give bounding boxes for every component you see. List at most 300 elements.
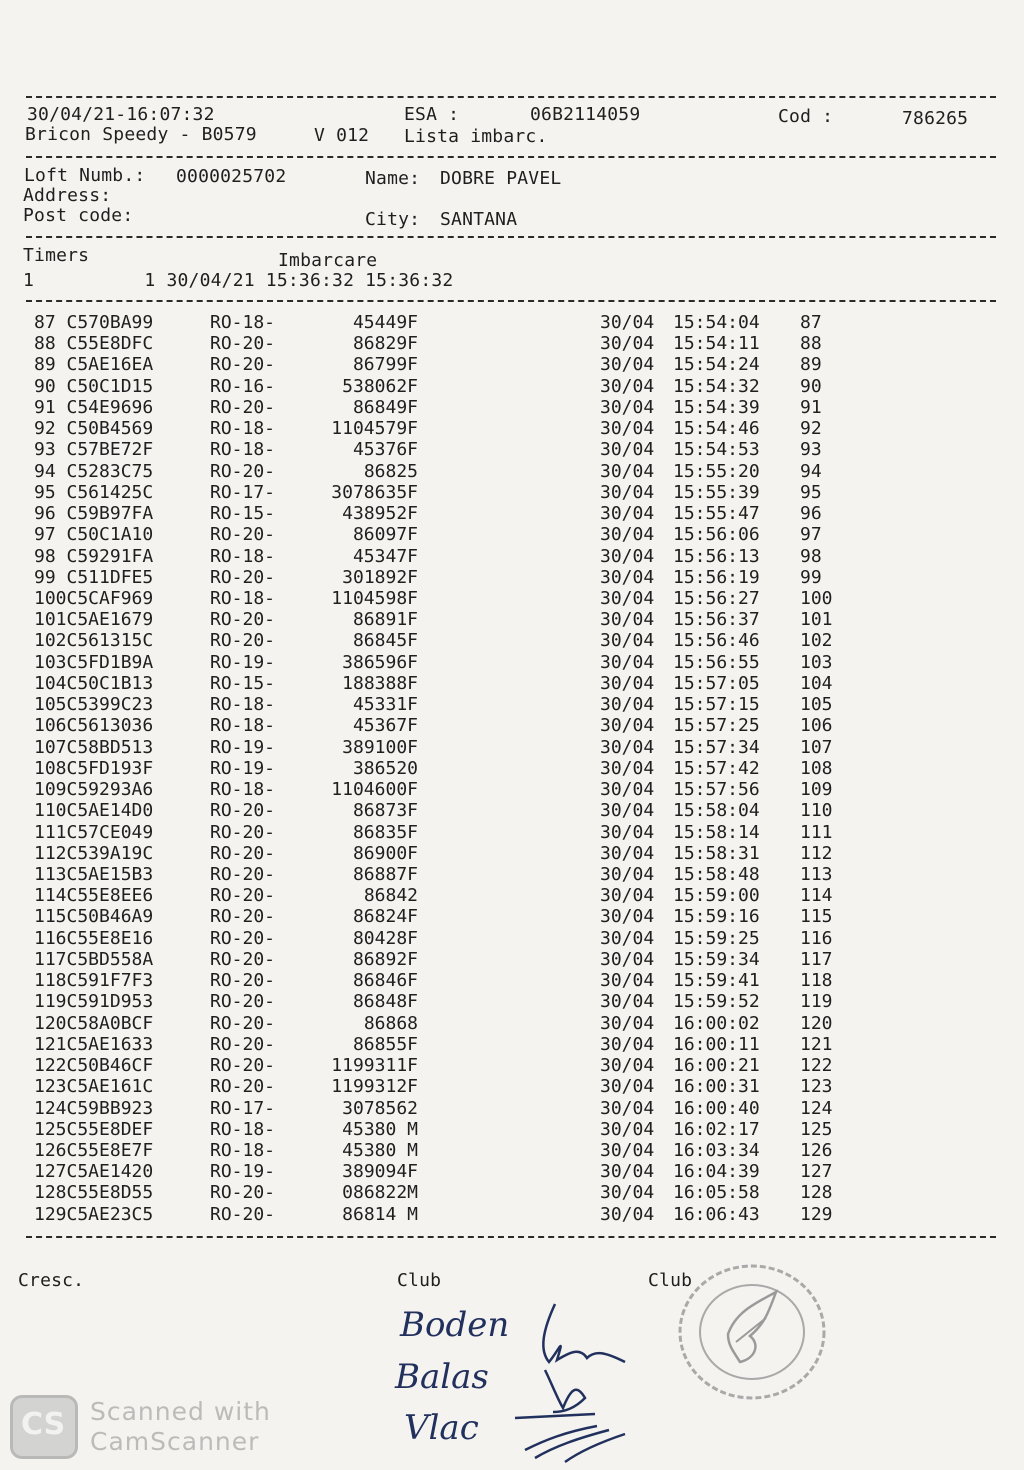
arrival-position: 92 [800,418,822,440]
arrival-date: 30/04 [600,481,655,503]
entry-index-code: 124C59BB923 [34,1097,154,1119]
entry-index-code: 93 C57BE72F [34,439,154,461]
entry-index-code: 120C58A0BCF [34,1012,154,1034]
entry-index-code: 102C561315C [34,630,154,652]
country-year-code: RO-18- [210,439,276,461]
arrival-time: 16:00:31 [673,1076,760,1098]
divider-line [26,300,996,302]
country-year-code: RO-20- [210,396,276,418]
country-year-code: RO-20- [210,1182,276,1204]
divider-line [26,96,996,98]
arrival-position: 102 [800,630,833,652]
entry-index-code: 129C5AE23C5 [34,1203,154,1225]
arrival-date: 30/04 [600,460,655,482]
table-row [0,715,1024,736]
arrival-time: 15:54:24 [673,354,760,376]
country-year-code: RO-20- [210,354,276,376]
entry-index-code: 109C59293A6 [34,779,154,801]
table-row [0,822,1024,843]
table-row [0,694,1024,715]
arrival-date: 30/04 [600,396,655,418]
arrival-position: 129 [800,1203,833,1225]
ring-number: 86900F [352,842,418,864]
ring-number: 86845F [352,630,418,652]
imbarcare-label: Imbarcare [278,250,378,271]
ring-number: 80428F [352,927,418,949]
arrival-time: 15:55:47 [673,503,760,525]
name-value: DOBRE PAVEL [440,168,562,189]
entry-index-code: 96 C59B97FA [34,503,154,525]
arrival-date: 30/04 [600,587,655,609]
arrival-time: 15:54:04 [673,312,760,333]
arrival-time: 15:57:25 [673,715,760,737]
ring-number: 086822M [342,1182,418,1204]
arrival-position: 109 [800,779,833,801]
table-row [0,652,1024,673]
country-year-code: RO-20- [210,1076,276,1098]
divider-line [26,236,996,238]
arrival-date: 30/04 [600,566,655,588]
table-row [0,588,1024,609]
country-year-code: RO-20- [210,906,276,928]
arrival-position: 125 [800,1118,833,1140]
table-row [0,758,1024,779]
arrival-time: 15:55:39 [673,481,760,503]
table-row [0,439,1024,460]
name-label: Name: [365,168,421,189]
arrival-date: 30/04 [600,821,655,843]
esa-label: ESA : [404,104,460,125]
arrival-position: 106 [800,715,833,737]
table-row [0,630,1024,651]
arrival-position: 103 [800,651,833,673]
entry-index-code: 90 C50C1D15 [34,375,154,397]
signature-scribbles [505,1290,655,1470]
table-row [0,949,1024,970]
arrival-date: 30/04 [600,1012,655,1034]
postcode-label: Post code: [23,205,134,226]
ring-number: 45376F [352,439,418,461]
list-name: Lista imbarc. [404,126,548,147]
scanner-watermark [10,1393,280,1459]
ring-number: 45449F [352,312,418,333]
country-year-code: RO-20- [210,1055,276,1077]
country-year-code: RO-20- [210,609,276,631]
table-row [0,418,1024,439]
entry-index-code: 111C57CE049 [34,821,154,843]
country-year-code: RO-20- [210,863,276,885]
arrival-position: 88 [800,333,822,355]
entry-index-code: 126C55E8E7F [34,1139,154,1161]
table-row [0,567,1024,588]
address-label: Address: [23,185,112,206]
arrival-time: 15:58:04 [673,800,760,822]
table-row [0,928,1024,949]
arrival-position: 87 [800,312,822,333]
country-year-code: RO-18- [210,1118,276,1140]
country-year-code: RO-20- [210,885,276,907]
ring-number: 301892F [342,566,418,588]
entry-index-code: 89 C5AE16EA [34,354,154,376]
arrival-date: 30/04 [600,736,655,758]
arrival-time: 15:57:56 [673,779,760,801]
entry-index-code: 125C55E8DEF [34,1118,154,1140]
arrival-position: 123 [800,1076,833,1098]
arrival-time: 15:58:14 [673,821,760,843]
arrival-position: 115 [800,906,833,928]
table-row [0,1119,1024,1140]
entry-index-code: 88 C55E8DFC [34,333,154,355]
arrival-date: 30/04 [600,354,655,376]
entry-index-code: 121C5AE1633 [34,1033,154,1055]
arrival-position: 105 [800,694,833,716]
arrival-position: 114 [800,885,833,907]
table-row [0,1182,1024,1203]
timer-row: 1 1 30/04/21 15:36:32 15:36:32 [23,270,454,291]
arrival-position: 118 [800,970,833,992]
arrival-time: 15:54:32 [673,375,760,397]
arrival-date: 30/04 [600,1076,655,1098]
arrival-time: 16:05:58 [673,1182,760,1204]
arrival-position: 120 [800,1012,833,1034]
table-row [0,461,1024,482]
ring-number: 86829F [352,333,418,355]
country-year-code: RO-17- [210,1097,276,1119]
arrival-time: 15:59:52 [673,991,760,1013]
arrival-date: 30/04 [600,333,655,355]
country-year-code: RO-20- [210,1203,276,1225]
country-year-code: RO-20- [210,460,276,482]
table-row [0,503,1024,524]
arrival-time: 15:57:15 [673,694,760,716]
country-year-code: RO-18- [210,587,276,609]
arrival-position: 97 [800,524,822,546]
arrival-date: 30/04 [600,503,655,525]
arrival-time: 15:59:00 [673,885,760,907]
table-row [0,737,1024,758]
arrival-date: 30/04 [600,439,655,461]
arrival-date: 30/04 [600,948,655,970]
arrival-position: 98 [800,545,822,567]
entry-index-code: 115C50B46A9 [34,906,154,928]
arrival-position: 110 [800,800,833,822]
ring-number: 1104600F [331,779,418,801]
table-row [0,1013,1024,1034]
watermark-line: CamScanner [90,1427,260,1456]
table-row [0,482,1024,503]
arrival-time: 15:58:31 [673,842,760,864]
table-row [0,312,1024,333]
arrival-position: 93 [800,439,822,461]
arrival-time: 15:54:46 [673,418,760,440]
ring-number: 386596F [342,651,418,673]
divider-line [26,1236,996,1238]
country-year-code: RO-15- [210,672,276,694]
city-value: SANTANA [440,209,518,230]
country-year-code: RO-16- [210,375,276,397]
arrival-position: 119 [800,991,833,1013]
table-row [0,991,1024,1012]
country-year-code: RO-20- [210,1012,276,1034]
ring-number: 438952F [342,503,418,525]
arrival-time: 16:00:40 [673,1097,760,1119]
entry-index-code: 108C5FD193F [34,757,154,779]
entry-index-code: 106C5613036 [34,715,154,737]
arrival-position: 108 [800,757,833,779]
table-row [0,1076,1024,1097]
entry-index-code: 94 C5283C75 [34,460,154,482]
entry-index-code: 91 C54E9696 [34,396,154,418]
ring-number: 86846F [352,970,418,992]
arrival-date: 30/04 [600,672,655,694]
country-year-code: RO-18- [210,545,276,567]
arrival-time: 16:00:11 [673,1033,760,1055]
arrival-time: 15:56:13 [673,545,760,567]
arrival-date: 30/04 [600,863,655,885]
arrival-date: 30/04 [600,800,655,822]
table-row [0,843,1024,864]
ring-number: 86824F [352,906,418,928]
city-label: City: [365,209,421,230]
table-row [0,354,1024,375]
table-row [0,800,1024,821]
ring-number: 45331F [352,694,418,716]
entry-index-code: 118C591F7F3 [34,970,154,992]
entry-index-code: 113C5AE15B3 [34,863,154,885]
arrival-time: 15:54:39 [673,396,760,418]
watermark-line: Scanned with [90,1397,271,1426]
table-row [0,885,1024,906]
ring-number: 389100F [342,736,418,758]
entry-index-code: 128C55E8D55 [34,1182,154,1204]
ring-number: 86799F [352,354,418,376]
arrival-date: 30/04 [600,779,655,801]
arrival-position: 126 [800,1139,833,1161]
entry-index-code: 116C55E8E16 [34,927,154,949]
arrival-time: 15:54:53 [673,439,760,461]
arrival-time: 15:59:16 [673,906,760,928]
table-row [0,970,1024,991]
arrival-position: 121 [800,1033,833,1055]
country-year-code: RO-17- [210,481,276,503]
country-year-code: RO-20- [210,524,276,546]
entry-index-code: 87 C570BA99 [34,312,154,333]
ring-number: 1199312F [331,1076,418,1098]
entry-index-code: 98 C59291FA [34,545,154,567]
club-name: Bricon Speedy - B0579 [25,124,257,145]
entry-index-code: 103C5FD1B9A [34,651,154,673]
cresc-label: Cresc. [18,1270,85,1291]
arrival-date: 30/04 [600,1118,655,1140]
ring-number: 386520 [352,757,418,779]
arrival-time: 15:56:46 [673,630,760,652]
arrival-date: 30/04 [600,312,655,333]
country-year-code: RO-20- [210,333,276,355]
arrival-date: 30/04 [600,927,655,949]
entry-index-code: 107C58BD513 [34,736,154,758]
country-year-code: RO-18- [210,1139,276,1161]
ring-number: 1104579F [331,418,418,440]
country-year-code: RO-20- [210,842,276,864]
ring-number: 45347F [352,545,418,567]
ring-number: 86892F [352,948,418,970]
ring-number: 86842 [363,885,418,907]
country-year-code: RO-20- [210,970,276,992]
arrival-date: 30/04 [600,715,655,737]
ring-number: 86855F [352,1033,418,1055]
club-stamp-icon [676,1262,830,1404]
arrival-time: 15:57:34 [673,736,760,758]
country-year-code: RO-20- [210,821,276,843]
arrival-position: 116 [800,927,833,949]
arrival-date: 30/04 [600,757,655,779]
arrival-position: 122 [800,1055,833,1077]
entry-index-code: 110C5AE14D0 [34,800,154,822]
country-year-code: RO-19- [210,651,276,673]
arrival-time: 15:56:19 [673,566,760,588]
arrival-date: 30/04 [600,1097,655,1119]
esa-value: 06B2114059 [530,104,641,125]
signature-name: Boden [400,1305,510,1345]
table-row [0,864,1024,885]
arrival-position: 111 [800,821,833,843]
table-row [0,1034,1024,1055]
arrival-date: 30/04 [600,375,655,397]
arrival-date: 30/04 [600,970,655,992]
arrival-date: 30/04 [600,651,655,673]
entry-index-code: 122C50B46CF [34,1055,154,1077]
arrival-date: 30/04 [600,609,655,631]
entry-index-code: 95 C561425C [34,481,154,503]
table-row [0,1161,1024,1182]
signature-name: Vlac [404,1408,479,1448]
arrival-position: 91 [800,396,822,418]
arrival-time: 15:56:55 [673,651,760,673]
arrival-time: 15:56:27 [673,587,760,609]
ring-number: 86825 [363,460,418,482]
cod-label: Cod : [778,106,834,127]
ring-number: 86814 M [342,1203,418,1225]
club-label: Club [648,1270,693,1291]
arrival-date: 30/04 [600,842,655,864]
ring-number: 86891F [352,609,418,631]
arrival-position: 95 [800,481,822,503]
ring-number: 86868 [363,1012,418,1034]
arrival-date: 30/04 [600,906,655,928]
country-year-code: RO-18- [210,715,276,737]
arrival-time: 16:06:43 [673,1203,760,1225]
club-label: Club [397,1270,442,1291]
version-label: V 012 [314,125,370,146]
entry-index-code: 127C5AE1420 [34,1161,154,1183]
arrival-date: 30/04 [600,991,655,1013]
country-year-code: RO-15- [210,503,276,525]
ring-number: 86835F [352,821,418,843]
divider-line [26,156,996,158]
arrival-position: 89 [800,354,822,376]
ring-number: 86097F [352,524,418,546]
timers-label: Timers [23,245,90,266]
arrival-date: 30/04 [600,885,655,907]
ring-number: 389094F [342,1161,418,1183]
table-row [0,376,1024,397]
table-row [0,546,1024,567]
arrival-date: 30/04 [600,1055,655,1077]
country-year-code: RO-20- [210,800,276,822]
arrival-time: 15:58:48 [673,863,760,885]
entry-index-code: 92 C50B4569 [34,418,154,440]
table-row [0,1204,1024,1225]
arrival-time: 15:57:05 [673,672,760,694]
table-row [0,333,1024,354]
country-year-code: RO-19- [210,1161,276,1183]
country-year-code: RO-18- [210,779,276,801]
entry-index-code: 104C50C1B13 [34,672,154,694]
loft-label: Loft Numb.: [24,165,146,186]
ring-number: 1104598F [331,587,418,609]
arrival-position: 99 [800,566,822,588]
country-year-code: RO-18- [210,694,276,716]
arrival-time: 15:55:20 [673,460,760,482]
table-row [0,397,1024,418]
arrival-position: 94 [800,460,822,482]
loft-value: 0000025702 [176,166,287,187]
arrival-position: 100 [800,587,833,609]
entry-index-code: 117C5BD558A [34,948,154,970]
arrival-time: 16:04:39 [673,1161,760,1183]
arrival-time: 15:59:34 [673,948,760,970]
ring-number: 86887F [352,863,418,885]
arrival-time: 15:54:11 [673,333,760,355]
arrival-time: 15:59:25 [673,927,760,949]
arrival-position: 117 [800,948,833,970]
country-year-code: RO-20- [210,927,276,949]
ring-number: 45380 M [342,1139,418,1161]
table-row [0,524,1024,545]
arrival-date: 30/04 [600,1182,655,1204]
arrival-date: 30/04 [600,630,655,652]
arrival-time: 16:00:02 [673,1012,760,1034]
ring-number: 538062F [342,375,418,397]
country-year-code: RO-20- [210,991,276,1013]
ring-number: 45380 M [342,1118,418,1140]
arrival-position: 90 [800,375,822,397]
arrival-position: 96 [800,503,822,525]
arrival-time: 16:02:17 [673,1118,760,1140]
arrival-date: 30/04 [600,524,655,546]
ring-number: 3078562 [342,1097,418,1119]
table-row [0,1055,1024,1076]
table-row [0,906,1024,927]
entry-index-code: 114C55E8EE6 [34,885,154,907]
ring-number: 86848F [352,991,418,1013]
signature-name: Balas [395,1357,489,1397]
arrival-date: 30/04 [600,1161,655,1183]
arrival-time: 15:56:06 [673,524,760,546]
entry-index-code: 105C5399C23 [34,694,154,716]
camscanner-logo-icon: CS [10,1395,78,1459]
arrival-date: 30/04 [600,1033,655,1055]
arrival-date: 30/04 [600,1139,655,1161]
arrival-position: 128 [800,1182,833,1204]
arrival-position: 101 [800,609,833,631]
table-row [0,1140,1024,1161]
ring-number: 86873F [352,800,418,822]
arrival-time: 15:56:37 [673,609,760,631]
country-year-code: RO-20- [210,948,276,970]
table-row [0,609,1024,630]
ring-number: 45367F [352,715,418,737]
